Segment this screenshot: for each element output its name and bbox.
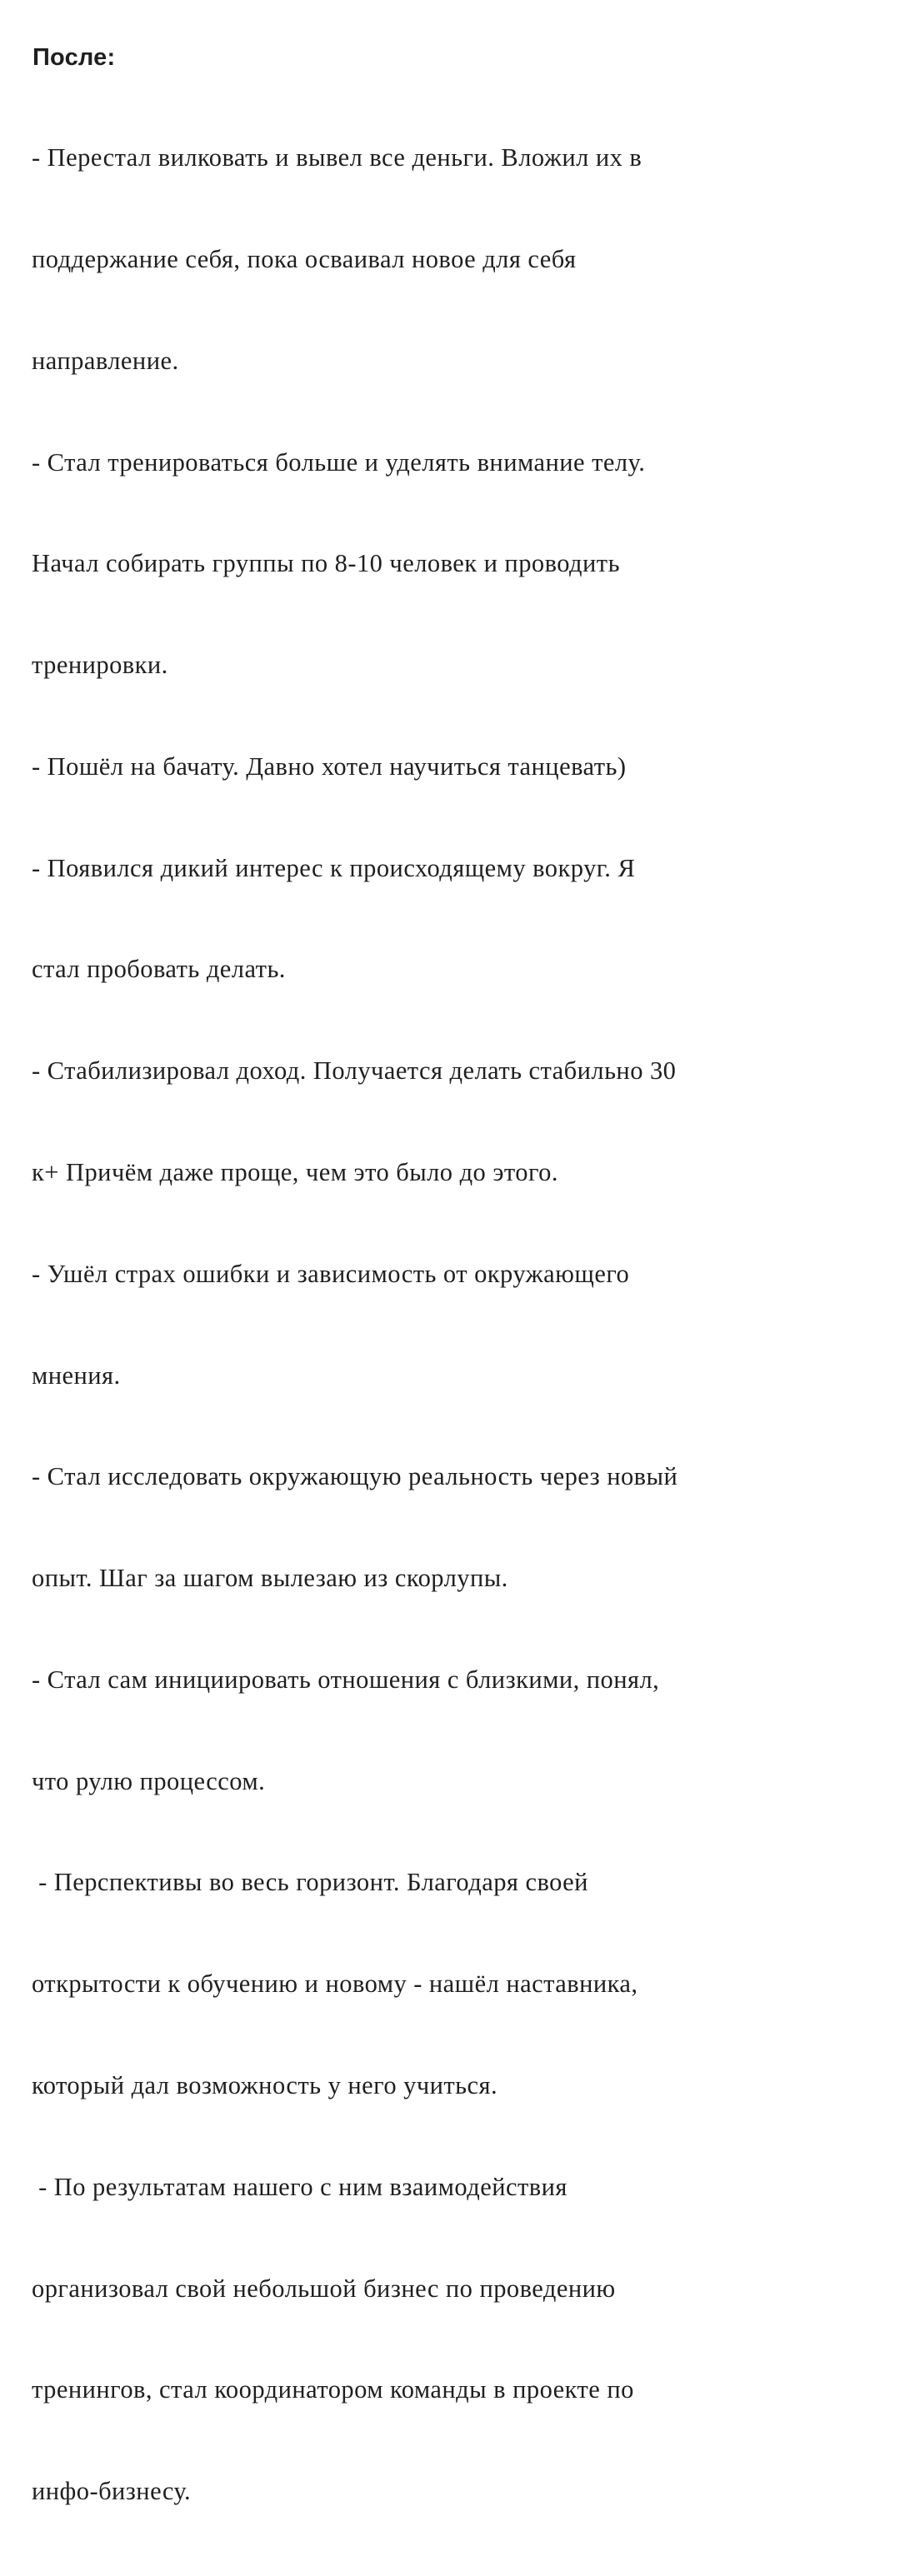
body-line: - Стал сам инициировать отношения с близкими, понял,: [32, 1665, 660, 1694]
document-heading: После:: [32, 44, 116, 71]
body-line: - Стал исследовать окружающую реальность через новый: [32, 1462, 678, 1491]
body-line: инфо-бизнесу.: [32, 2477, 192, 2506]
body-line: направление.: [32, 346, 179, 375]
document-body: [32, 73, 873, 2576]
body-line: открытости к обучению и новому - нашёл наставника,: [32, 1969, 638, 1999]
body-line: что рулю процессом.: [32, 1766, 266, 1795]
body-line: организовал свой небольшой бизнес по проведению: [32, 2274, 616, 2303]
text-card: [32, 42, 873, 2576]
body-line: который дал возможность у него учиться.: [32, 2071, 498, 2100]
body-line: - Стабилизировал доход. Получается делать стабильно 30: [32, 1056, 677, 1086]
body-line: тренировки.: [32, 651, 168, 680]
body-line: Начал собирать группы по 8-10 человек и проводить: [32, 549, 620, 578]
body-line: опыт. Шаг за шагом вылезаю из скорлупы.: [32, 1564, 508, 1593]
body-line: стал пробовать делать.: [32, 955, 286, 984]
body-line: - По результатам нашего с ним взаимодействия: [32, 2172, 568, 2201]
body-line: - Перестал вилковать и вывел все деньги. Вложил их в: [32, 143, 642, 172]
body-line: - Пошёл на бачату. Давно хотел научиться танцевать): [32, 751, 627, 781]
body-line: - Появился дикий интерес к происходящему вокруг. Я: [32, 853, 636, 882]
body-line: - Перспективы во весь горизонт. Благодаря своей: [32, 1868, 588, 1897]
body-line: - Ушёл страх ошибки и зависимость от окружающего: [32, 1259, 630, 1288]
body-line: поддержание себя, пока осваивал новое для себя: [32, 244, 577, 273]
body-line: мнения.: [32, 1360, 121, 1390]
body-line: - Стал тренироваться больше и уделять внимание телу.: [32, 447, 646, 477]
body-line: к+ Причём даже проще, чем это было до этого.: [32, 1158, 558, 1186]
body-line: тренингов, стал координатором команды в проекте по: [32, 2375, 634, 2404]
